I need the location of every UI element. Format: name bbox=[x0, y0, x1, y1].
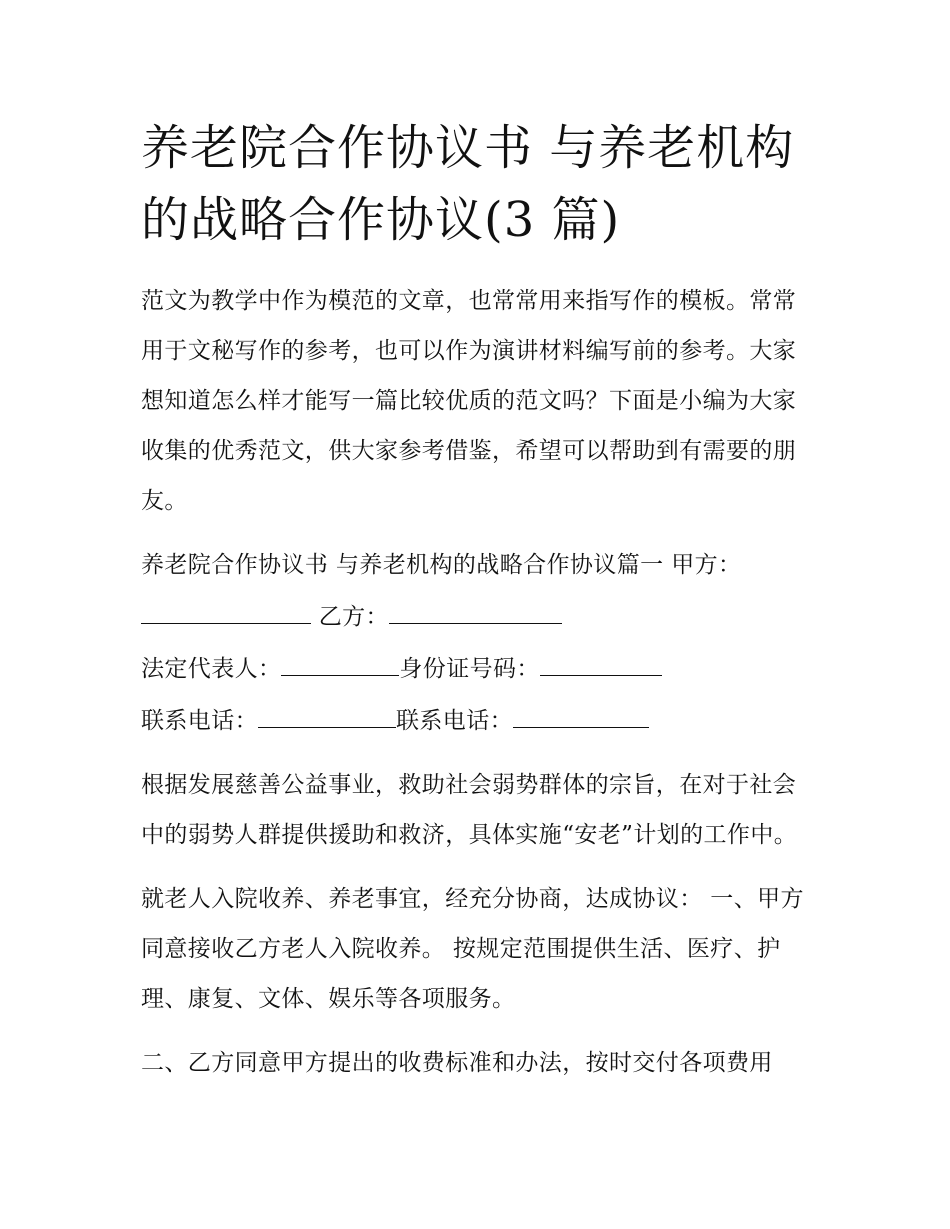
document-title: 养老院合作协议书 与养老机构的战略合作协议(3 篇) bbox=[141, 120, 795, 248]
party-line bbox=[141, 592, 813, 642]
clause-1-paragraph: 就老人入院收养、养老事宜，经充分协商，达成协议： 一、甲方同意接收乙方老人入院收养。 按规定范围提供生活、医疗、护理、康复、文体、娱乐等各项服务。 bbox=[141, 886, 804, 1012]
party-a-blank[interactable] bbox=[141, 609, 311, 624]
id-number-label: 身份证号码： bbox=[399, 656, 540, 682]
phone-blank-2[interactable] bbox=[513, 713, 649, 728]
intro-paragraph: 范文为教学中作为模范的文章，也常常用来指写作的模板。常常用于文秘写作的参考，也可以作为演讲材料编写前的参考。大家想知道怎么样才能写一篇比较优质的范文吗？下面是小编为大家收集的优秀范文，供大家参考借鉴，希望可以帮助到有需要的朋友。 bbox=[141, 288, 797, 514]
purpose-paragraph: 根据发展慈善公益事业，救助社会弱势群体的宗旨，在对于社会中的弱势人群提供援助和救济，具体实施“安老”计划的工作中。 bbox=[141, 772, 798, 848]
phone-blank-1[interactable] bbox=[258, 713, 396, 728]
phone-label-2: 联系电话： bbox=[396, 708, 513, 734]
phone-line bbox=[141, 696, 813, 746]
document-page bbox=[141, 112, 813, 1102]
document-body bbox=[141, 276, 813, 1088]
legal-rep-label: 法定代表人： bbox=[141, 656, 282, 682]
phone-label-1: 联系电话： bbox=[141, 708, 258, 734]
clause-2-paragraph: 二、乙方同意甲方提出的收费标准和办法，按时交付各项费用 bbox=[141, 1050, 773, 1076]
party-b-label: 乙方： bbox=[318, 604, 389, 630]
id-number-blank[interactable] bbox=[540, 661, 662, 676]
party-b-blank[interactable] bbox=[389, 609, 562, 624]
section-heading: 养老院合作协议书 与养老机构的战略合作协议篇一 甲方： bbox=[141, 552, 742, 578]
representative-line bbox=[141, 644, 813, 694]
legal-rep-blank[interactable] bbox=[281, 661, 399, 676]
